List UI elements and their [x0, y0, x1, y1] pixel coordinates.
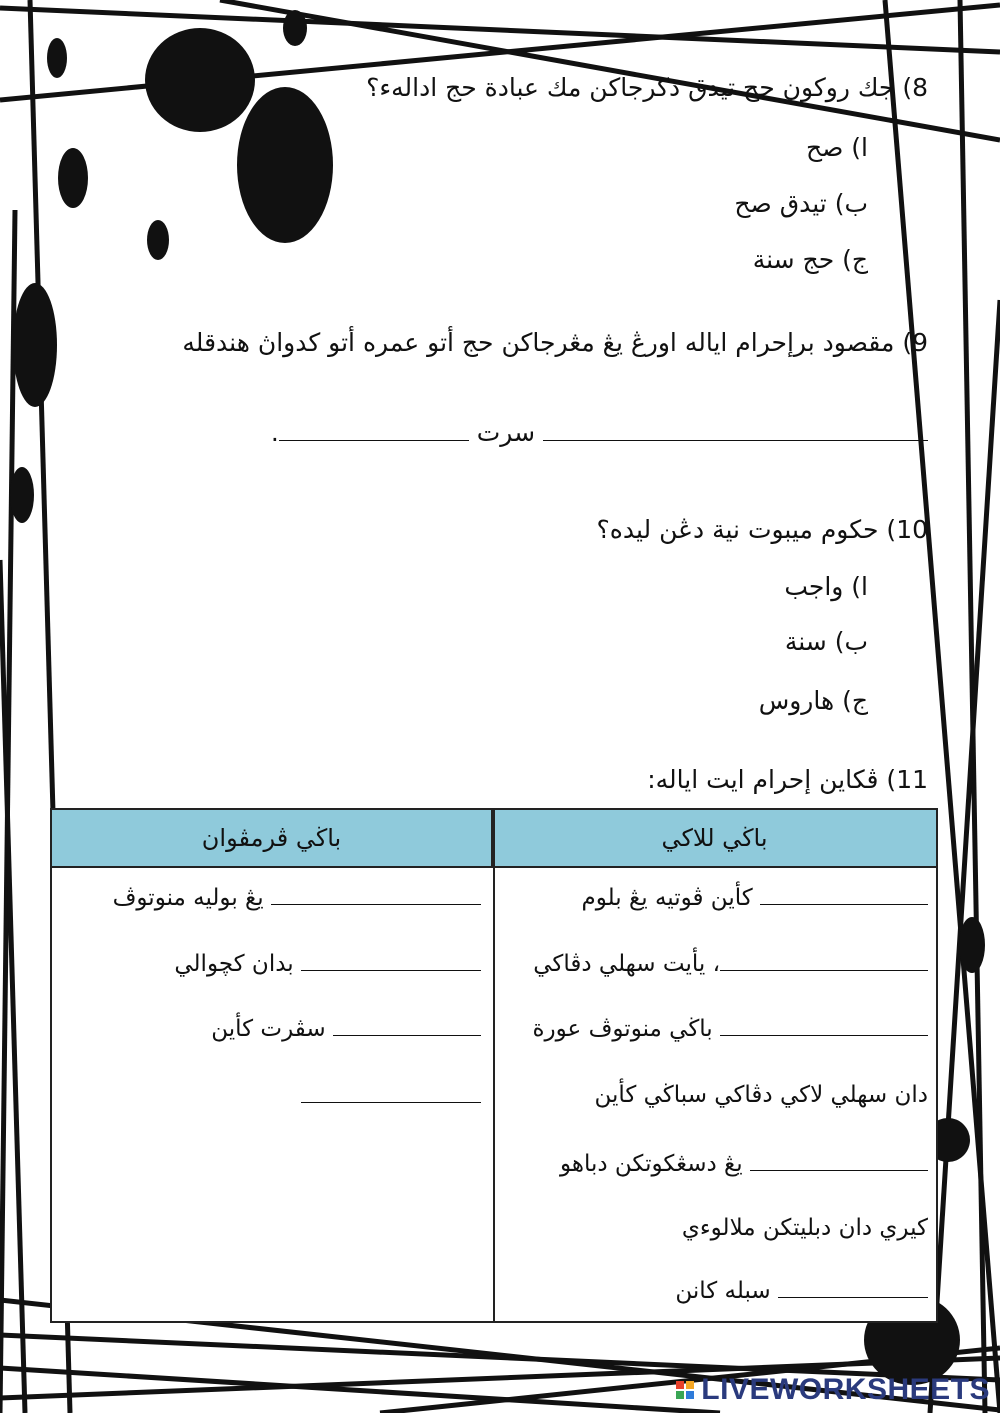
table-row-women-1: يڠ بوليه منوتوڤ	[113, 882, 481, 913]
table-row-men-1: كأين ڤوتيه يڠ بلوم	[582, 882, 928, 913]
table-row-men-3: باڬي منوتوڤ عورة	[533, 1013, 929, 1044]
women-blank-4[interactable]	[301, 1080, 481, 1103]
table-row-women-2: بدان كچوالي	[174, 948, 481, 979]
question-10-option-a[interactable]: ا) واجب	[784, 572, 868, 601]
logo-squares-icon	[675, 1380, 695, 1400]
men-blank-4[interactable]	[750, 1148, 928, 1171]
question-9-blank-1[interactable]	[543, 418, 928, 441]
table-row-men-6: كيري دان دبليتكن ملالوءي	[681, 1215, 928, 1241]
column-divider	[493, 810, 495, 1321]
logo-text: LIVEWORKSHEETS	[701, 1373, 990, 1406]
table-row-women-3: سڤرت كأين	[211, 1013, 481, 1044]
men-blank-1[interactable]	[760, 882, 928, 905]
question-9-text: 9) مقصود برإحرام اياله اورڠ يڠ مڠرجاكن حج أتو عمره أتو كدواڽ هندقله	[182, 328, 928, 357]
question-8-option-b[interactable]: ب) تيدق صح	[734, 189, 868, 218]
women-blank-1[interactable]	[271, 882, 481, 905]
table-header-men: باڬي للاكي	[493, 810, 936, 868]
question-8-text: 8) جك روكون حج تيدق دكرجاكن مك عبادة حج ادالهﺀ؟	[366, 73, 928, 102]
men-blank-5[interactable]	[778, 1275, 928, 1298]
question-10-option-b[interactable]: ب) سنة	[784, 627, 868, 656]
table-row-men-2: ، يأيت سهلي دڤاكي	[533, 948, 928, 979]
liveworksheets-logo	[675, 1373, 990, 1407]
table-row-men-5: يڠ دسڠكوتكن دباهو	[560, 1148, 928, 1179]
question-9-answer-line	[271, 416, 928, 450]
question-11-text: 11) ڤكاين إحرام ايت اياله:	[647, 765, 928, 794]
table-row-men-4: دان سهلي لاكي دڤاكي سباڬي كأين	[594, 1082, 928, 1108]
table-header-women: باڬي ڤرمڤوان	[52, 810, 493, 868]
table-row-women-4	[301, 1080, 481, 1111]
men-blank-3[interactable]	[720, 1013, 928, 1036]
question-9-end: .	[270, 418, 279, 447]
women-blank-2[interactable]	[301, 948, 481, 971]
men-blank-2[interactable]	[720, 948, 928, 971]
question-10-text: 10) حكوم ميبوت نية دڠن ليده؟	[596, 515, 928, 544]
question-11-table	[50, 808, 938, 1323]
table-row-men-7: سبله كانن	[675, 1275, 928, 1306]
question-9-connector: سرت	[476, 418, 536, 447]
question-9-blank-2[interactable]	[279, 418, 469, 441]
question-10-option-c[interactable]: ج) هاروس	[758, 686, 868, 715]
women-blank-3[interactable]	[333, 1013, 481, 1036]
question-8-option-c[interactable]: ج) حج سنة	[752, 245, 868, 274]
question-8-option-a[interactable]: ا) صح	[805, 133, 868, 162]
